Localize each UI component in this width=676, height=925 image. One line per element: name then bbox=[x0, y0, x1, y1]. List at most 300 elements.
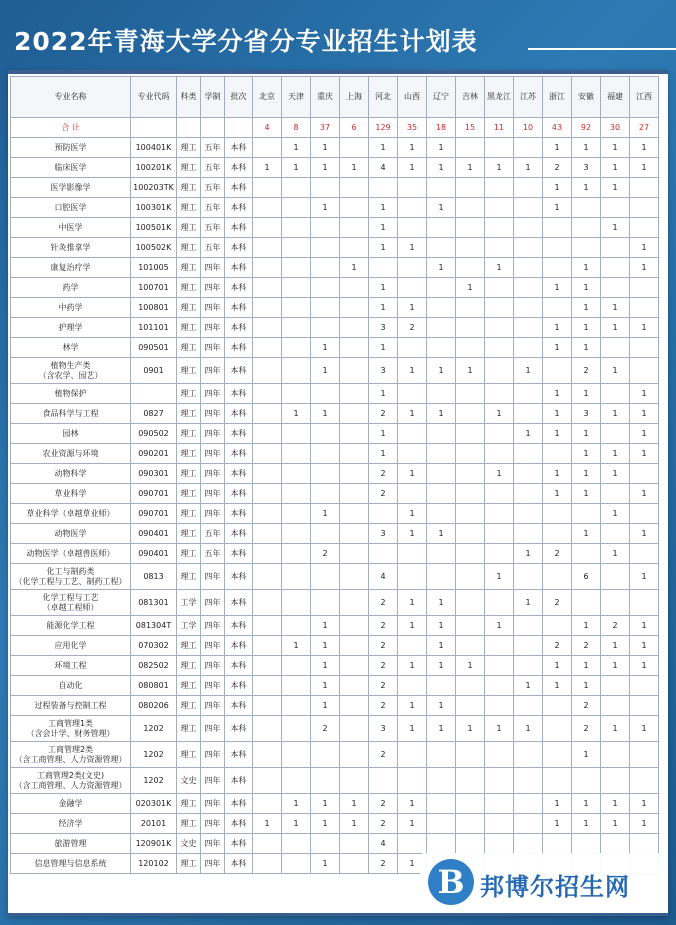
attribute-cell: 五年 bbox=[201, 544, 225, 564]
table-row bbox=[11, 338, 659, 358]
total-cell: 6 bbox=[340, 118, 369, 138]
table-row bbox=[11, 484, 659, 504]
quota-cell bbox=[427, 794, 456, 814]
column-header: 吉林 bbox=[456, 77, 485, 118]
major-code-cell: 0901 bbox=[131, 358, 177, 384]
quota-cell bbox=[456, 504, 485, 524]
quota-cell: 1 bbox=[311, 198, 340, 218]
quota-cell bbox=[398, 444, 427, 464]
quota-cell: 2 bbox=[311, 544, 340, 564]
major-code-cell: 101005 bbox=[131, 258, 177, 278]
quota-cell: 1 bbox=[398, 464, 427, 484]
quota-cell bbox=[398, 258, 427, 278]
attribute-cell: 理工 bbox=[177, 524, 201, 544]
major-name-cell: 旅游管理 bbox=[11, 834, 131, 854]
quota-cell: 1 bbox=[427, 358, 456, 384]
quota-cell: 1 bbox=[427, 198, 456, 218]
quota-cell: 1 bbox=[282, 138, 311, 158]
quota-cell bbox=[427, 424, 456, 444]
quota-cell bbox=[282, 590, 311, 616]
quota-cell: 1 bbox=[543, 424, 572, 444]
table-row bbox=[11, 834, 659, 854]
quota-cell bbox=[456, 258, 485, 278]
quota-cell: 1 bbox=[427, 656, 456, 676]
watermark-logo-icon: B bbox=[428, 859, 474, 905]
quota-cell bbox=[514, 278, 543, 298]
total-cell: 92 bbox=[572, 118, 601, 138]
quota-cell bbox=[253, 616, 282, 636]
quota-cell: 1 bbox=[601, 444, 630, 464]
quota-cell: 1 bbox=[485, 404, 514, 424]
quota-cell bbox=[340, 278, 369, 298]
header bbox=[0, 0, 676, 68]
attribute-cell: 四年 bbox=[201, 404, 225, 424]
quota-cell bbox=[485, 178, 514, 198]
quota-cell bbox=[543, 834, 572, 854]
attribute-cell: 本科 bbox=[225, 198, 253, 218]
quota-cell: 2 bbox=[369, 814, 398, 834]
quota-cell bbox=[311, 424, 340, 444]
attribute-cell: 四年 bbox=[201, 504, 225, 524]
quota-cell bbox=[514, 504, 543, 524]
quota-cell bbox=[369, 544, 398, 564]
quota-cell: 1 bbox=[369, 198, 398, 218]
quota-cell bbox=[369, 258, 398, 278]
quota-cell: 1 bbox=[543, 138, 572, 158]
attribute-cell: 四年 bbox=[201, 814, 225, 834]
attribute-cell: 四年 bbox=[201, 768, 225, 794]
quota-cell bbox=[398, 198, 427, 218]
quota-cell bbox=[630, 218, 659, 238]
quota-cell: 1 bbox=[369, 444, 398, 464]
quota-cell: 3 bbox=[369, 358, 398, 384]
column-header: 浙江 bbox=[543, 77, 572, 118]
attribute-cell: 四年 bbox=[201, 716, 225, 742]
attribute-cell: 五年 bbox=[201, 178, 225, 198]
quota-cell: 1 bbox=[630, 616, 659, 636]
table-row bbox=[11, 258, 659, 278]
quota-cell bbox=[253, 716, 282, 742]
quota-cell bbox=[601, 590, 630, 616]
attribute-cell: 本科 bbox=[225, 384, 253, 404]
quota-cell: 1 bbox=[427, 138, 456, 158]
quota-cell bbox=[485, 742, 514, 768]
major-code-cell: 080801 bbox=[131, 676, 177, 696]
attribute-cell: 五年 bbox=[201, 158, 225, 178]
table-row bbox=[11, 424, 659, 444]
quota-cell bbox=[340, 238, 369, 258]
attribute-cell: 理工 bbox=[177, 716, 201, 742]
total-cell: 27 bbox=[630, 118, 659, 138]
quota-cell bbox=[456, 616, 485, 636]
total-cell: 35 bbox=[398, 118, 427, 138]
quota-cell: 1 bbox=[543, 676, 572, 696]
quota-cell bbox=[427, 318, 456, 338]
attribute-cell: 四年 bbox=[201, 358, 225, 384]
attribute-cell: 四年 bbox=[201, 298, 225, 318]
column-header: 专业代码 bbox=[131, 77, 177, 118]
quota-cell bbox=[543, 524, 572, 544]
quota-cell bbox=[572, 218, 601, 238]
quota-cell bbox=[253, 338, 282, 358]
quota-cell bbox=[282, 768, 311, 794]
attribute-cell: 四年 bbox=[201, 696, 225, 716]
major-code-cell bbox=[131, 384, 177, 404]
quota-cell bbox=[485, 198, 514, 218]
quota-cell bbox=[340, 338, 369, 358]
attribute-cell: 本科 bbox=[225, 676, 253, 696]
quota-cell: 1 bbox=[456, 158, 485, 178]
quota-cell: 1 bbox=[572, 318, 601, 338]
total-cell: 4 bbox=[253, 118, 282, 138]
major-code-cell: 1202 bbox=[131, 768, 177, 794]
quota-cell: 1 bbox=[630, 258, 659, 278]
quota-cell bbox=[485, 768, 514, 794]
quota-cell bbox=[253, 178, 282, 198]
major-name-cell: 护理学 bbox=[11, 318, 131, 338]
quota-cell: 1 bbox=[514, 716, 543, 742]
major-code-cell: 101101 bbox=[131, 318, 177, 338]
quota-cell bbox=[282, 218, 311, 238]
table-row bbox=[11, 794, 659, 814]
quota-cell: 1 bbox=[282, 814, 311, 834]
quota-cell bbox=[369, 768, 398, 794]
major-name-cell: 环境工程 bbox=[11, 656, 131, 676]
table-row bbox=[11, 444, 659, 464]
quota-cell bbox=[456, 696, 485, 716]
quota-cell bbox=[311, 178, 340, 198]
quota-cell: 2 bbox=[543, 158, 572, 178]
column-header: 江苏 bbox=[514, 77, 543, 118]
quota-cell bbox=[427, 676, 456, 696]
quota-cell bbox=[253, 590, 282, 616]
column-header: 河北 bbox=[369, 77, 398, 118]
quota-cell bbox=[485, 278, 514, 298]
quota-cell: 1 bbox=[601, 544, 630, 564]
major-name-cell: 工商管理2类(文史) （含工商管理、人力资源管理） bbox=[11, 768, 131, 794]
major-name-cell: 动物医学（卓越兽医师） bbox=[11, 544, 131, 564]
quota-cell: 2 bbox=[311, 716, 340, 742]
quota-cell bbox=[282, 318, 311, 338]
quota-cell bbox=[630, 676, 659, 696]
quota-cell: 1 bbox=[311, 404, 340, 424]
quota-cell bbox=[456, 524, 485, 544]
quota-cell bbox=[543, 564, 572, 590]
quota-cell: 1 bbox=[572, 298, 601, 318]
column-header: 上海 bbox=[340, 77, 369, 118]
quota-cell bbox=[340, 198, 369, 218]
attribute-cell: 四年 bbox=[201, 794, 225, 814]
attribute-cell: 四年 bbox=[201, 854, 225, 874]
attribute-cell: 工学 bbox=[177, 616, 201, 636]
major-name-cell: 临床医学 bbox=[11, 158, 131, 178]
quota-cell bbox=[282, 676, 311, 696]
quota-cell bbox=[282, 424, 311, 444]
quota-cell bbox=[340, 616, 369, 636]
major-code-cell: 100701 bbox=[131, 278, 177, 298]
quota-cell bbox=[485, 524, 514, 544]
quota-cell bbox=[340, 298, 369, 318]
quota-cell: 1 bbox=[601, 464, 630, 484]
quota-cell bbox=[427, 544, 456, 564]
quota-cell bbox=[311, 742, 340, 768]
major-name-cell: 园林 bbox=[11, 424, 131, 444]
major-code-cell: 100301K bbox=[131, 198, 177, 218]
quota-cell: 1 bbox=[369, 138, 398, 158]
quota-cell bbox=[572, 590, 601, 616]
quota-cell bbox=[253, 742, 282, 768]
quota-cell bbox=[456, 404, 485, 424]
attribute-cell: 五年 bbox=[201, 198, 225, 218]
quota-cell bbox=[253, 636, 282, 656]
title-underline bbox=[528, 48, 676, 50]
major-code-cell: 082502 bbox=[131, 656, 177, 676]
quota-cell: 2 bbox=[369, 464, 398, 484]
quota-cell bbox=[282, 278, 311, 298]
quota-cell: 1 bbox=[311, 656, 340, 676]
quota-cell: 1 bbox=[514, 676, 543, 696]
quota-cell bbox=[456, 444, 485, 464]
quota-cell bbox=[282, 854, 311, 874]
quota-cell bbox=[456, 338, 485, 358]
quota-cell: 1 bbox=[630, 524, 659, 544]
total-cell bbox=[225, 118, 253, 138]
quota-cell bbox=[485, 484, 514, 504]
table-row bbox=[11, 238, 659, 258]
quota-cell bbox=[543, 696, 572, 716]
quota-cell bbox=[514, 138, 543, 158]
table-row bbox=[11, 524, 659, 544]
quota-cell: 2 bbox=[369, 854, 398, 874]
attribute-cell: 本科 bbox=[225, 484, 253, 504]
table-row bbox=[11, 616, 659, 636]
quota-cell bbox=[485, 218, 514, 238]
attribute-cell: 本科 bbox=[225, 278, 253, 298]
quota-cell bbox=[398, 278, 427, 298]
quota-cell bbox=[572, 504, 601, 524]
table-row bbox=[11, 138, 659, 158]
quota-cell bbox=[485, 834, 514, 854]
quota-cell bbox=[398, 178, 427, 198]
quota-cell: 1 bbox=[630, 404, 659, 424]
table-row bbox=[11, 636, 659, 656]
quota-cell bbox=[514, 524, 543, 544]
attribute-cell: 本科 bbox=[225, 616, 253, 636]
quota-cell bbox=[253, 854, 282, 874]
attribute-cell: 五年 bbox=[201, 524, 225, 544]
quota-cell bbox=[311, 444, 340, 464]
attribute-cell: 本科 bbox=[225, 178, 253, 198]
attribute-cell: 本科 bbox=[225, 464, 253, 484]
quota-cell bbox=[282, 834, 311, 854]
quota-cell bbox=[543, 298, 572, 318]
attribute-cell: 四年 bbox=[201, 278, 225, 298]
attribute-cell: 四年 bbox=[201, 656, 225, 676]
attribute-cell: 四年 bbox=[201, 318, 225, 338]
plan-sheet bbox=[8, 70, 668, 916]
quota-cell bbox=[485, 794, 514, 814]
quota-cell bbox=[456, 424, 485, 444]
quota-cell bbox=[485, 358, 514, 384]
quota-cell bbox=[543, 444, 572, 464]
attribute-cell: 本科 bbox=[225, 768, 253, 794]
major-code-cell: 090201 bbox=[131, 444, 177, 464]
quota-cell bbox=[340, 218, 369, 238]
quota-cell: 2 bbox=[543, 636, 572, 656]
quota-cell bbox=[572, 768, 601, 794]
table-row bbox=[11, 768, 659, 794]
table-row bbox=[11, 278, 659, 298]
attribute-cell: 文史 bbox=[177, 834, 201, 854]
quota-cell bbox=[427, 464, 456, 484]
attribute-cell: 本科 bbox=[225, 742, 253, 768]
watermark bbox=[420, 853, 666, 913]
quota-cell bbox=[427, 178, 456, 198]
table-row bbox=[11, 358, 659, 384]
quota-cell: 4 bbox=[369, 158, 398, 178]
quota-cell bbox=[340, 138, 369, 158]
quota-cell bbox=[630, 358, 659, 384]
quota-cell bbox=[485, 298, 514, 318]
quota-cell bbox=[427, 484, 456, 504]
quota-cell bbox=[630, 464, 659, 484]
table-body bbox=[11, 118, 659, 874]
attribute-cell: 理工 bbox=[177, 218, 201, 238]
quota-cell bbox=[311, 484, 340, 504]
quota-cell bbox=[514, 564, 543, 590]
quota-cell: 1 bbox=[485, 258, 514, 278]
quota-cell bbox=[514, 384, 543, 404]
major-name-cell: 中药学 bbox=[11, 298, 131, 318]
quota-cell bbox=[630, 338, 659, 358]
quota-cell bbox=[253, 484, 282, 504]
attribute-cell: 本科 bbox=[225, 656, 253, 676]
quota-cell: 1 bbox=[572, 616, 601, 636]
quota-cell: 1 bbox=[514, 544, 543, 564]
quota-cell: 1 bbox=[398, 616, 427, 636]
major-code-cell: 1202 bbox=[131, 742, 177, 768]
quota-cell: 1 bbox=[543, 278, 572, 298]
quota-cell: 1 bbox=[398, 404, 427, 424]
quota-cell: 1 bbox=[485, 616, 514, 636]
quota-cell: 1 bbox=[543, 794, 572, 814]
attribute-cell: 四年 bbox=[201, 424, 225, 444]
quota-cell bbox=[311, 464, 340, 484]
quota-cell: 1 bbox=[601, 794, 630, 814]
quota-cell bbox=[398, 424, 427, 444]
quota-cell: 1 bbox=[572, 178, 601, 198]
quota-cell: 2 bbox=[369, 636, 398, 656]
quota-cell bbox=[514, 178, 543, 198]
quota-cell: 1 bbox=[630, 424, 659, 444]
table-row bbox=[11, 198, 659, 218]
quota-cell: 1 bbox=[630, 564, 659, 590]
quota-cell bbox=[601, 238, 630, 258]
table-row bbox=[11, 544, 659, 564]
quota-cell bbox=[340, 854, 369, 874]
table-row bbox=[11, 384, 659, 404]
quota-cell bbox=[340, 590, 369, 616]
column-header: 科类 bbox=[177, 77, 201, 118]
quota-cell: 1 bbox=[398, 524, 427, 544]
quota-cell bbox=[514, 484, 543, 504]
quota-cell: 1 bbox=[369, 218, 398, 238]
quota-cell bbox=[340, 358, 369, 384]
quota-cell bbox=[456, 814, 485, 834]
major-code-cell: 20101 bbox=[131, 814, 177, 834]
sheet-top-bar bbox=[8, 70, 668, 74]
attribute-cell: 本科 bbox=[225, 854, 253, 874]
major-name-cell: 化学工程与工艺 （卓越工程师） bbox=[11, 590, 131, 616]
quota-cell bbox=[253, 198, 282, 218]
quota-cell bbox=[630, 834, 659, 854]
quota-cell: 2 bbox=[601, 616, 630, 636]
quota-cell bbox=[427, 742, 456, 768]
quota-cell bbox=[398, 768, 427, 794]
quota-cell: 1 bbox=[601, 318, 630, 338]
attribute-cell: 五年 bbox=[201, 238, 225, 258]
quota-cell bbox=[340, 504, 369, 524]
quota-cell: 1 bbox=[514, 590, 543, 616]
attribute-cell: 理工 bbox=[177, 178, 201, 198]
quota-cell bbox=[282, 716, 311, 742]
quota-cell: 1 bbox=[398, 854, 427, 874]
major-code-cell: 0813 bbox=[131, 564, 177, 590]
attribute-cell: 理工 bbox=[177, 338, 201, 358]
quota-cell: 1 bbox=[282, 404, 311, 424]
quota-cell: 1 bbox=[543, 404, 572, 424]
quota-cell bbox=[282, 464, 311, 484]
quota-cell: 2 bbox=[369, 484, 398, 504]
quota-cell: 2 bbox=[543, 544, 572, 564]
table-header-row bbox=[11, 77, 659, 118]
attribute-cell: 四年 bbox=[201, 484, 225, 504]
total-cell: 129 bbox=[369, 118, 398, 138]
major-code-cell: 100201K bbox=[131, 158, 177, 178]
quota-cell bbox=[514, 444, 543, 464]
quota-cell: 1 bbox=[601, 178, 630, 198]
quota-cell bbox=[572, 198, 601, 218]
quota-cell bbox=[311, 564, 340, 590]
quota-cell bbox=[630, 198, 659, 218]
quota-cell bbox=[340, 544, 369, 564]
quota-cell bbox=[456, 544, 485, 564]
quota-cell: 1 bbox=[427, 590, 456, 616]
quota-cell bbox=[253, 656, 282, 676]
attribute-cell: 四年 bbox=[201, 616, 225, 636]
table-row bbox=[11, 590, 659, 616]
table-row bbox=[11, 716, 659, 742]
quota-cell: 1 bbox=[253, 814, 282, 834]
quota-cell: 1 bbox=[601, 158, 630, 178]
quota-cell: 1 bbox=[398, 358, 427, 384]
quota-cell bbox=[253, 696, 282, 716]
quota-cell bbox=[427, 768, 456, 794]
quota-cell bbox=[398, 676, 427, 696]
table-row bbox=[11, 218, 659, 238]
major-name-cell: 草业科学 bbox=[11, 484, 131, 504]
quota-cell bbox=[514, 218, 543, 238]
quota-cell: 1 bbox=[630, 484, 659, 504]
attribute-cell: 理工 bbox=[177, 794, 201, 814]
attribute-cell: 理工 bbox=[177, 278, 201, 298]
attribute-cell: 四年 bbox=[201, 676, 225, 696]
quota-cell bbox=[340, 178, 369, 198]
quota-cell: 1 bbox=[311, 794, 340, 814]
quota-cell bbox=[514, 616, 543, 636]
quota-cell: 1 bbox=[572, 278, 601, 298]
table-row bbox=[11, 676, 659, 696]
